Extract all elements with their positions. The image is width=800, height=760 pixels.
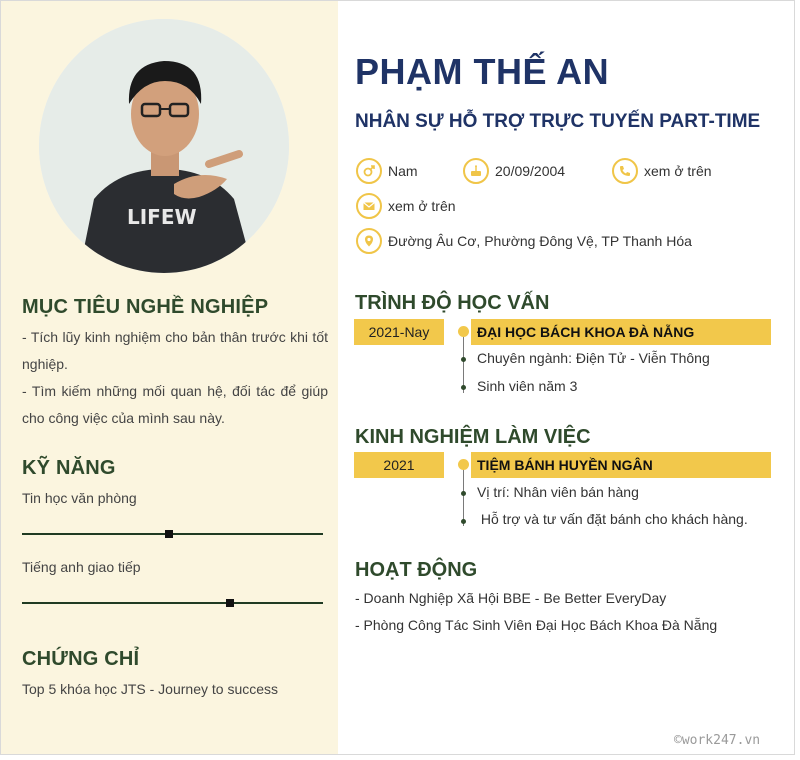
birthday-info <box>463 158 565 184</box>
skills-heading: KỸ NĂNG <box>22 457 116 479</box>
gender-icon <box>356 158 382 184</box>
education-bullet-2 <box>461 385 466 390</box>
experience-date: 2021 <box>354 452 444 478</box>
experience-detail-2: Hỗ trợ và tư vấn đặt bánh cho khách hàng. <box>477 511 748 527</box>
avatar <box>39 19 289 273</box>
svg-text:LIFEW: LIFEW <box>127 205 197 229</box>
skill-name-1: Tin học văn phòng <box>22 490 137 506</box>
experience-bullet-2 <box>461 519 466 524</box>
education-timeline-dot <box>458 326 469 337</box>
objective-line-2: - Tìm kiếm những mối quan hệ, đối tác để giúp cho công việc của mình sau này. <box>22 383 328 426</box>
email-info <box>356 193 456 219</box>
activity-item-2: - Phòng Công Tác Sinh Viên Đại Học Bách Khoa Đà Nẵng <box>355 617 718 633</box>
job-title: NHÂN SỰ HỖ TRỢ TRỰC TUYẾN PART-TIME <box>355 111 761 132</box>
certificate-item: Top 5 khóa học JTS - Journey to success <box>22 681 279 697</box>
phone-value: xem ở trên <box>644 163 712 179</box>
sidebar <box>1 1 338 755</box>
certificates-heading: CHỨNG CHỈ <box>22 648 140 670</box>
envelope-icon <box>356 193 382 219</box>
experience-bullet-1 <box>461 491 466 496</box>
email-value: xem ở trên <box>388 198 456 214</box>
objective-heading: MỤC TIÊU NGHỀ NGHIỆP <box>22 296 269 318</box>
experience-detail-1: Vị trí: Nhân viên bán hàng <box>477 484 639 500</box>
education-date: 2021-Nay <box>354 319 444 345</box>
objective-line-1: - Tích lũy kinh nghiệm cho bản thân trước khi tốt nghiệp. <box>22 329 328 372</box>
education-org: ĐẠI HỌC BÁCH KHOA ĐÀ NẴNG <box>471 319 771 345</box>
education-detail-2: Sinh viên năm 3 <box>477 378 578 394</box>
education-heading: TRÌNH ĐỘ HỌC VẤN <box>355 292 550 314</box>
address-info <box>356 228 692 254</box>
gender-info <box>356 158 418 184</box>
candidate-name: PHẠM THẾ AN <box>355 51 610 92</box>
skill-level-marker-1 <box>165 530 173 538</box>
address-value: Đường Âu Cơ, Phường Đông Vệ, TP Thanh Hóa <box>388 233 692 249</box>
experience-org: TIỆM BÁNH HUYỀN NGÂN <box>471 452 771 478</box>
education-detail-1: Chuyên ngành: Điện Tử - Viễn Thông <box>477 350 710 366</box>
experience-timeline-dot <box>458 459 469 470</box>
birthday-value: 20/09/2004 <box>495 163 566 179</box>
gender-value: Nam <box>388 163 418 179</box>
birthday-cake-icon <box>463 158 489 184</box>
skill-bar-2 <box>22 602 323 604</box>
skill-name-2: Tiếng anh giao tiếp <box>22 559 141 575</box>
watermark: ©work247.vn <box>674 733 761 748</box>
phone-icon <box>612 158 638 184</box>
experience-heading: KINH NGHIỆM LÀM VIỆC <box>355 426 591 448</box>
activity-item-1: - Doanh Nghiệp Xã Hội BBE - Be Better EveryDay <box>355 590 667 606</box>
skill-bar-1 <box>22 533 323 535</box>
location-pin-icon <box>356 228 382 254</box>
education-timeline <box>463 331 464 393</box>
phone-info <box>612 158 712 184</box>
skill-level-marker-2 <box>226 599 234 607</box>
activities-heading: HOẠT ĐỘNG <box>355 559 478 581</box>
education-bullet-1 <box>461 357 466 362</box>
